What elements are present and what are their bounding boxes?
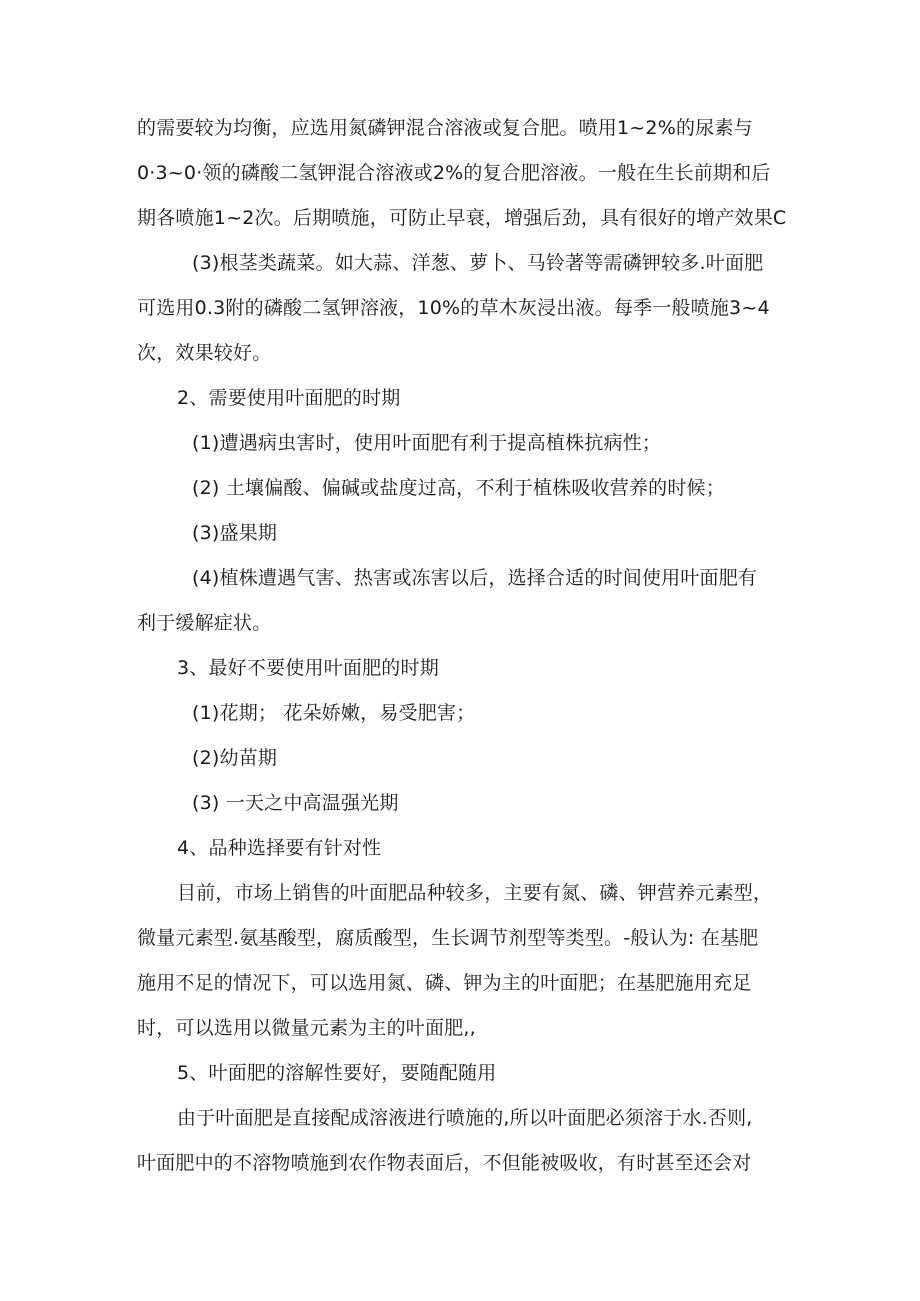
text-line: 0·3~0·领的磷酸二氢钾混合溶液或2%的复合肥溶液。一般在生长前期和后 [137, 162, 771, 184]
text-line: 时，可以选用以微量元素为主的叶面肥,, [137, 1017, 476, 1039]
text-line: 的需要较为均衡，应选用氮磷钾混合溶液或复合肥。喷用1~2%的尿素与 [137, 117, 753, 139]
text-line: 施用不足的情况下，可以选用氮、磷、钾为主的叶面肥；在基肥施用充足 [137, 972, 752, 994]
list-item: (1)花期； 花朵娇嫩，易受肥害； [192, 702, 476, 724]
list-item: (3)盛果期 [192, 522, 278, 544]
text-line: 可选用0.3附的磷酸二氢钾溶液，10%的草木灰浸出液。每季一般喷施3~4 [137, 297, 770, 319]
text-line: (3)根茎类蔬菜。如大蒜、洋葱、萝卜、马铃著等需磷钾较多.叶面肥 [192, 252, 764, 274]
list-item: (4)植株遭遇气害、热害或冻害以后，选择合适的时间使用叶面肥有 [192, 567, 758, 589]
list-item: (3) 一天之中高温强光期 [192, 792, 399, 814]
section-heading: 2、需要使用叶面肥的时期 [177, 387, 401, 409]
text-line: 目前，市场上销售的叶面肥品种较多，主要有氮、磷、钾营养元素型， [177, 882, 773, 904]
text-line: 次，效果较好。 [137, 342, 272, 364]
text-line: 期各喷施1~2次。后期喷施，可防止早衰，增强后劲，具有很好的增产效果C [137, 207, 787, 229]
section-heading: 3、最好不要使用叶面肥的时期 [177, 657, 439, 679]
list-item: (1)遭遇病虫害时，使用叶面肥有利于提高植株抗病性； [192, 432, 662, 454]
text-line: 微量元素型.氨基酸型，腐质酸型，生长调节剂型等类型。-般认为: 在基肥 [137, 927, 759, 949]
text-line: 由于叶面肥是直接配成溶液进行喷施的,所以叶面肥必须溶于水.否则, [177, 1107, 753, 1129]
text-line: 利于缓解症状。 [137, 612, 272, 634]
text-line: 叶面肥中的不溶物喷施到农作物表面后，不但能被吸收，有时甚至还会对 [137, 1152, 752, 1174]
list-item: (2) 土壤偏酸、偏碱或盐度过高，不利于植株吸收营养的时候； [192, 477, 725, 499]
list-item: (2)幼苗期 [192, 747, 278, 769]
section-heading: 5、叶面肥的溶解性要好，要随配随用 [177, 1062, 497, 1084]
section-heading: 4、品种选择要有针对性 [177, 837, 382, 859]
